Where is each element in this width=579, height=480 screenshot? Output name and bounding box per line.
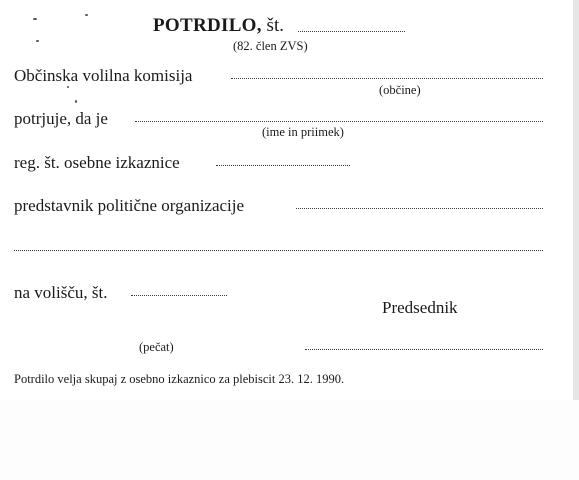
print-speck <box>33 18 37 20</box>
id-number-field[interactable] <box>216 165 350 166</box>
certificate-number-field[interactable] <box>298 31 405 32</box>
scan-edge <box>573 0 579 400</box>
print-speck <box>36 40 39 42</box>
form-title-main: POTRDILO, <box>153 15 262 36</box>
organization-continuation-field[interactable] <box>14 250 543 251</box>
print-speck <box>75 100 77 103</box>
validity-note: Potrdilo velja skupaj z osebno izkaznico za plebiscit 23. 12. 1990. <box>14 372 345 386</box>
confirms-label: potrjuje, da je <box>14 109 108 128</box>
president-signature-field[interactable] <box>305 349 543 350</box>
commission-hint: (občine) <box>379 83 421 97</box>
print-speck <box>67 86 69 88</box>
scan-margin <box>0 400 579 480</box>
organization-field[interactable] <box>296 208 543 209</box>
commission-field[interactable] <box>231 78 543 79</box>
president-label: Predsednik <box>382 298 458 317</box>
form-title <box>153 16 284 35</box>
form-subtitle: (82. člen ZVS) <box>233 39 308 53</box>
id-number-label: reg. št. osebne izkaznice <box>14 153 180 172</box>
polling-station-field[interactable] <box>131 295 227 296</box>
polling-station-label: na volišču, št. <box>14 283 108 302</box>
stamp-label: (pečat) <box>139 340 174 354</box>
form-title-suffix: št. <box>266 15 284 36</box>
commission-label: Občinska volilna komisija <box>14 66 193 85</box>
name-hint: (ime in priimek) <box>262 125 344 139</box>
representative-label: predstavnik politične organizacije <box>14 196 245 215</box>
name-field[interactable] <box>135 121 543 122</box>
print-speck <box>85 14 88 16</box>
